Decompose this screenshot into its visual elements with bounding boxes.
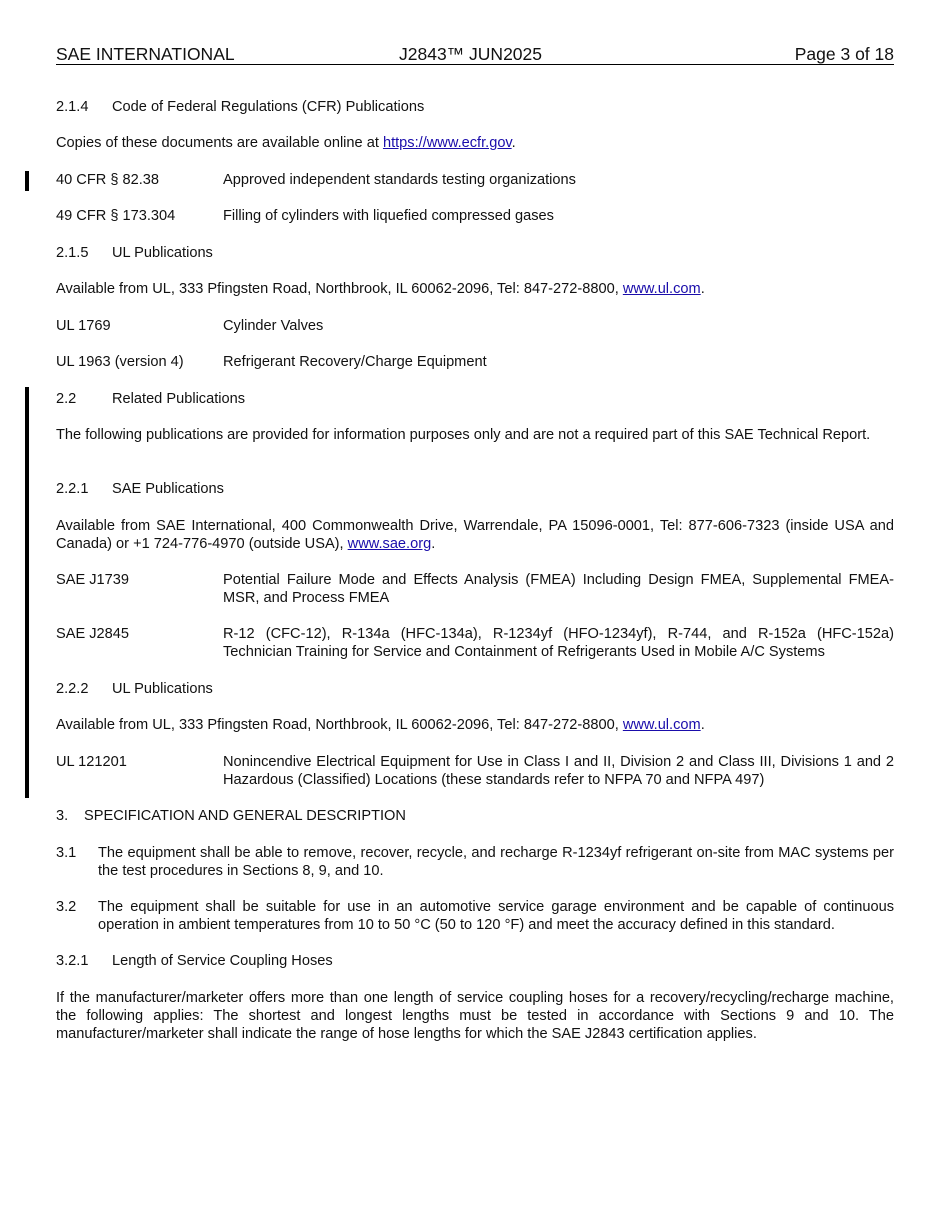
reference-entry	[56, 207, 894, 225]
section-title: UL Publications	[112, 245, 213, 261]
spec-item-3-2	[56, 898, 894, 934]
ecfr-link[interactable]: https://www.ecfr.gov	[382, 135, 512, 151]
spec-item-3-1	[56, 844, 894, 880]
section-heading-2-1-5	[56, 244, 894, 262]
reference-code: SAE J2845	[56, 626, 130, 642]
section-heading-2-2-1	[56, 480, 894, 498]
section-title: Length of Service Coupling Hoses	[112, 953, 333, 969]
header-doc-id: J2843™ JUN2025	[399, 44, 542, 64]
section-title: UL Publications	[112, 681, 213, 697]
reference-entry	[56, 353, 894, 371]
cfr-availability-text	[56, 134, 894, 152]
sae-link[interactable]: www.sae.org	[347, 536, 432, 552]
ul-availability-text	[56, 280, 894, 298]
availability-text: Available from UL, 333 Pfingsten Road, Northbrook, IL 60062-2096, Tel: 847-272-8800,	[56, 281, 623, 297]
availability-text: Copies of these documents are available online at	[56, 135, 383, 151]
reference-description: Filling of cylinders with liquefied compressed gases	[223, 208, 554, 224]
item-text: The equipment shall be able to remove, recover, recycle, and recharge R-1234yf refrigerant on-site from MAC systems per the test procedures in Sections 8, 9, and 10.	[98, 845, 894, 879]
period: .	[700, 281, 705, 297]
reference-code: 49 CFR § 173.304	[56, 208, 176, 224]
reference-description: Cylinder Valves	[223, 318, 324, 334]
reference-entry	[56, 317, 894, 335]
ul-availability-text-2	[56, 716, 894, 734]
period: .	[511, 135, 516, 151]
change-bar	[25, 387, 29, 798]
related-publications-text: The following publications are provided for information purposes only and are not a required part of this SAE Technical Report.	[56, 427, 871, 443]
reference-code: UL 1769	[56, 318, 111, 334]
reference-entry	[56, 571, 894, 607]
reference-code: 40 CFR § 82.38	[56, 172, 160, 188]
availability-text: Available from UL, 333 Pfingsten Road, Northbrook, IL 60062-2096, Tel: 847-272-8800,	[56, 717, 623, 733]
reference-entry	[56, 753, 894, 789]
section-heading-2-2-2	[56, 680, 894, 698]
item-text: The equipment shall be suitable for use in an automotive service garage environment and be capable of continuous operation in ambient temperatures from 10 to 50 °C (50 to 120 °F) and meet the accuracy defined in this standard.	[98, 899, 894, 933]
section-heading-2-2	[56, 390, 894, 408]
section-number: 3.	[56, 808, 69, 824]
section-title: SAE Publications	[112, 481, 224, 497]
period: .	[431, 536, 436, 552]
section-heading-2-1-4	[56, 98, 894, 116]
reference-description: R-12 (CFC-12), R-134a (HFC-134a), R-1234yf (HFO-1234yf), R-744, and R-152a (HFC-152a) Technician Training for Service and Containment of Refrigerants Used in Mobile A/C Systems	[223, 626, 894, 660]
reference-code: SAE J1739	[56, 572, 130, 588]
section-number: 3.2.1	[56, 953, 89, 969]
section-title: Related Publications	[112, 391, 246, 407]
section-number: 2.2.2	[56, 681, 89, 697]
item-number: 3.1	[56, 845, 77, 861]
reference-code: UL 1963 (version 4)	[56, 354, 184, 370]
header-org: SAE INTERNATIONAL	[56, 44, 235, 64]
availability-text: Available from SAE International, 400 Commonwealth Drive, Warrendale, PA 15096-0001, Tel: 877-606-7323 (inside USA and Canada) or +1 724-776-4970 (outside USA),	[56, 518, 894, 552]
section-number: 2.1.4	[56, 99, 89, 115]
section-number: 2.2.1	[56, 481, 89, 497]
item-number: 3.2	[56, 899, 77, 915]
reference-description: Nonincendive Electrical Equipment for Use in Class I and II, Division 2 and Class III, Divisions 1 and 2 Hazardous (Classified) Locations (these standards refer to NFPA 70 and NFPA 497)	[223, 754, 894, 788]
period: .	[700, 717, 705, 733]
ul-link[interactable]: www.ul.com	[622, 281, 701, 297]
reference-entry	[56, 625, 894, 661]
section-number: 2.1.5	[56, 245, 89, 261]
sae-availability-text	[56, 517, 894, 553]
reference-code: UL 121201	[56, 754, 127, 770]
reference-entry	[56, 171, 894, 189]
reference-description: Refrigerant Recovery/Charge Equipment	[223, 354, 487, 370]
section-heading-3-2-1	[56, 952, 894, 970]
reference-description: Potential Failure Mode and Effects Analysis (FMEA) Including Design FMEA, Supplemental FMEA-MSR, and Process FMEA	[223, 572, 894, 606]
change-bar	[25, 171, 29, 191]
page-header	[56, 44, 894, 65]
reference-description: Approved independent standards testing organizations	[223, 172, 576, 188]
section-heading-3	[56, 807, 894, 825]
header-page-number: Page 3 of 18	[794, 44, 894, 64]
section-number: 2.2	[56, 391, 77, 407]
hose-length-text: If the manufacturer/marketer offers more than one length of service coupling hoses for a recovery/recycling/recharge machine, the following applies: The shortest and longest lengths must be tested in accordance with Sections 9 and 10. The manufacturer/marketer shall indicate the range of hose lengths for which the SAE J2843 certification applies.	[56, 990, 894, 1042]
section-title: SPECIFICATION AND GENERAL DESCRIPTION	[84, 808, 406, 824]
ul-link[interactable]: www.ul.com	[622, 717, 701, 733]
section-title: Code of Federal Regulations (CFR) Publications	[112, 99, 425, 115]
